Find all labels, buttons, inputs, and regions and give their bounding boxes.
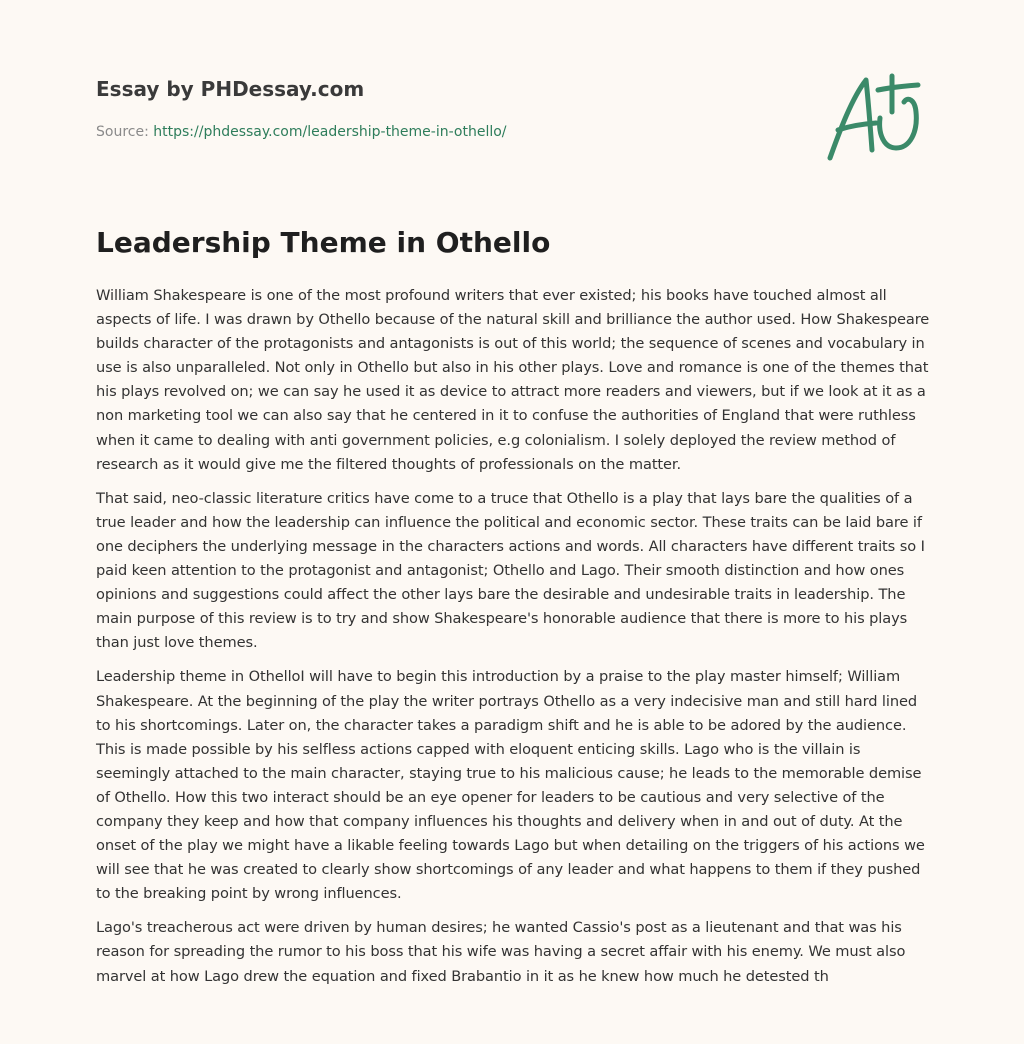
site-title: Essay by PHDessay.com xyxy=(96,77,365,101)
essay-title: Leadership Theme in Othello xyxy=(96,226,551,259)
source-link[interactable]: https://phdessay.com/leadership-theme-in-othello/ xyxy=(153,124,507,140)
essay-paragraph: Leadership theme in OthelloI will have to begin this introduction by a praise to the play master himself; William Shakespeare. At the beginning of the play the writer portrays Othello as a very indecisive man and still hard lined to his shortcomings. Later on, the character takes a paradigm shift and he is able to be adored by the audience. This is made possible by his selfless actions capped with eloquent enticing skills. Lago who is the villain is seemingly attached to the main character, staying true to his malicious cause; he leads to the memorable demise of Othello. How this two interact should be an eye opener for leaders to be cautious and very selective of the company they keep and how that company influences his thoughts and delivery when in and out of duty. At the onset of the play we might have a likable feeling towards Lago but when detailing on the triggers of his actions we will see that he was created to clearly show shortcomings of any leader and what happens to them if they pushed to the breaking point by wrong influences. xyxy=(96,668,925,903)
source-line xyxy=(96,124,507,140)
a-plus-logo-icon xyxy=(822,68,926,164)
essay-paragraph: Lago's treacherous act were driven by human desires; he wanted Cassio's post as a lieutenant and that was his reason for spreading the rumor to his boss that his wife was having a secret affair with his enemy. We must also marvel at how Lago drew the equation and fixed Brabantio in it as he knew how much he detested th xyxy=(96,919,906,985)
essay-body xyxy=(96,284,932,999)
source-label: Source: xyxy=(96,124,154,140)
essay-paragraph: That said, neo-classic literature critics have come to a truce that Othello is a play that lays bare the qualities of a true leader and how the leadership can influence the political and economic sector. These traits can be laid bare if one deciphers the underlying message in the characters actions and words. All characters have different traits so I paid keen attention to the protagonist and antagonist; Othello and Lago. Their smooth distinction and how ones opinions and suggestions could affect the other lays bare the desirable and undesirable traits in leadership. The main purpose of this review is to try and show Shakespeare's honorable audience that there is more to his plays than just love themes. xyxy=(96,489,925,652)
essay-paragraph: William Shakespeare is one of the most profound writers that ever existed; his books have touched almost all aspects of life. I was drawn by Othello because of the natural skill and brilliance the author used. How Shakespeare builds character of the protagonists and antagonists is out of this world; the sequence of scenes and vocabulary in use is also unparalleled. Not only in Othello but also in his other plays. Love and romance is one of the themes that his plays revolved on; we can say he used it as device to attract more readers and viewers, but if we look at it as a non marketing tool we can also say that he centered in it to confuse the authorities of England that were ruthless when it came to dealing with anti government policies, e.g colonialism. I solely deployed the review method of research as it would give me the filtered thoughts of professionals on the matter. xyxy=(96,287,930,473)
